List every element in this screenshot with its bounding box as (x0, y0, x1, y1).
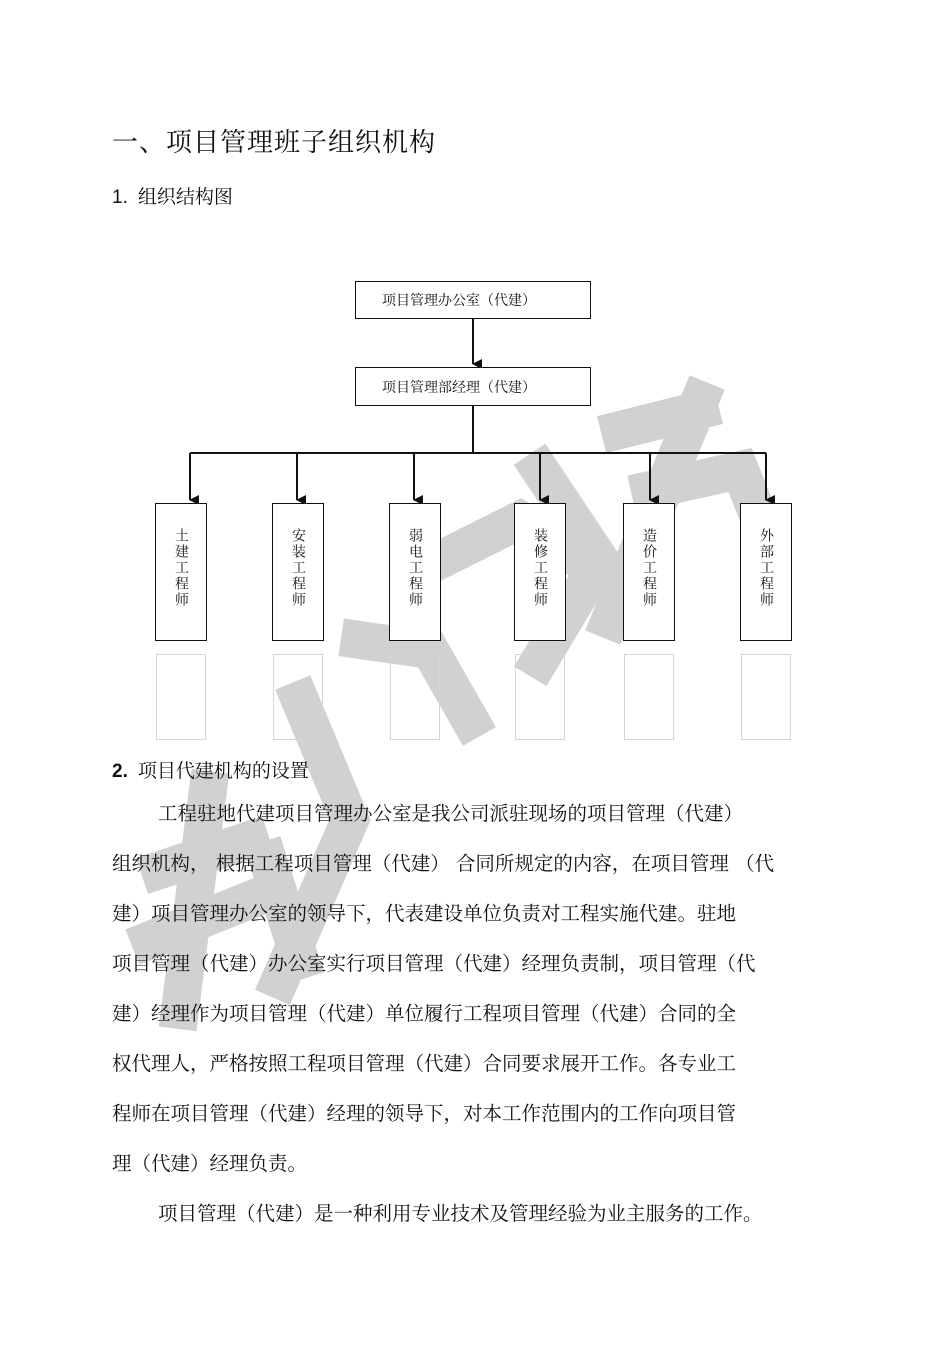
org-box-cost-engineer (623, 503, 675, 641)
paragraph-line: 建）经理作为项目管理（代建）单位履行工程项目管理（代建）合同的全 (112, 1002, 737, 1025)
paragraph-line: 项目管理（代建）是一种利用专业技术及管理经验为业主服务的工作。 (158, 1202, 763, 1225)
org-box-label: 外部工程师 (758, 528, 774, 608)
page-heading: 一、项目管理班子组织机构 (112, 128, 437, 158)
section1-number: 1. (112, 187, 128, 208)
org-box-label: 弱电工程师 (407, 528, 423, 608)
paragraph-line: 工程驻地代建项目管理办公室是我公司派驻现场的项目管理（代建） (158, 802, 744, 825)
paragraph-line: 理（代建）经理负责。 (112, 1152, 308, 1175)
section1-title: 组织结构图 (137, 186, 233, 208)
org-box-label: 土建工程师 (173, 528, 189, 608)
paragraph-line: 建）项目管理办公室的领导下，代表建设单位负责对工程实施代建。驻地 (112, 902, 737, 925)
org-box-label: 装修工程师 (532, 528, 548, 608)
org-box-project-manager: 项目管理部经理（代建） (355, 367, 591, 406)
org-box-decoration-engineer (514, 503, 566, 641)
paragraph-line: 程师在项目管理（代建）经理的领导下，对本工作范围内的工作向项目管 (112, 1102, 737, 1125)
empty-box (624, 654, 674, 740)
org-box-label: 安装工程师 (290, 528, 306, 608)
section2-title: 项目代建机构的设置 (137, 760, 309, 782)
paragraph-line: 权代理人，严格按照工程项目管理（代建）合同要求展开工作。各专业工 (112, 1052, 737, 1075)
section2-number: 2. (112, 761, 128, 782)
empty-box (515, 654, 565, 740)
paragraph-2 (112, 1189, 763, 1239)
org-box-label: 造价工程师 (641, 528, 657, 608)
paragraph-1 (112, 789, 774, 1189)
section2-heading (112, 756, 309, 783)
empty-box (156, 654, 206, 740)
org-box-project-office: 项目管理办公室（代建） (355, 281, 591, 319)
org-box-civil-engineer (155, 503, 207, 641)
org-box-external-engineer (740, 503, 792, 641)
org-box-low-voltage-engineer (389, 503, 441, 641)
org-box-installation-engineer (272, 503, 324, 641)
empty-box (273, 654, 323, 740)
paragraph-line: 组织机构， 根据工程项目管理（代建） 合同所规定的内容，在项目管理 （代 (112, 852, 775, 875)
empty-box (390, 654, 440, 740)
paragraph-line: 项目管理（代建）办公室实行项目管理（代建）经理负责制，项目管理（代 (112, 952, 756, 975)
empty-box (741, 654, 791, 740)
